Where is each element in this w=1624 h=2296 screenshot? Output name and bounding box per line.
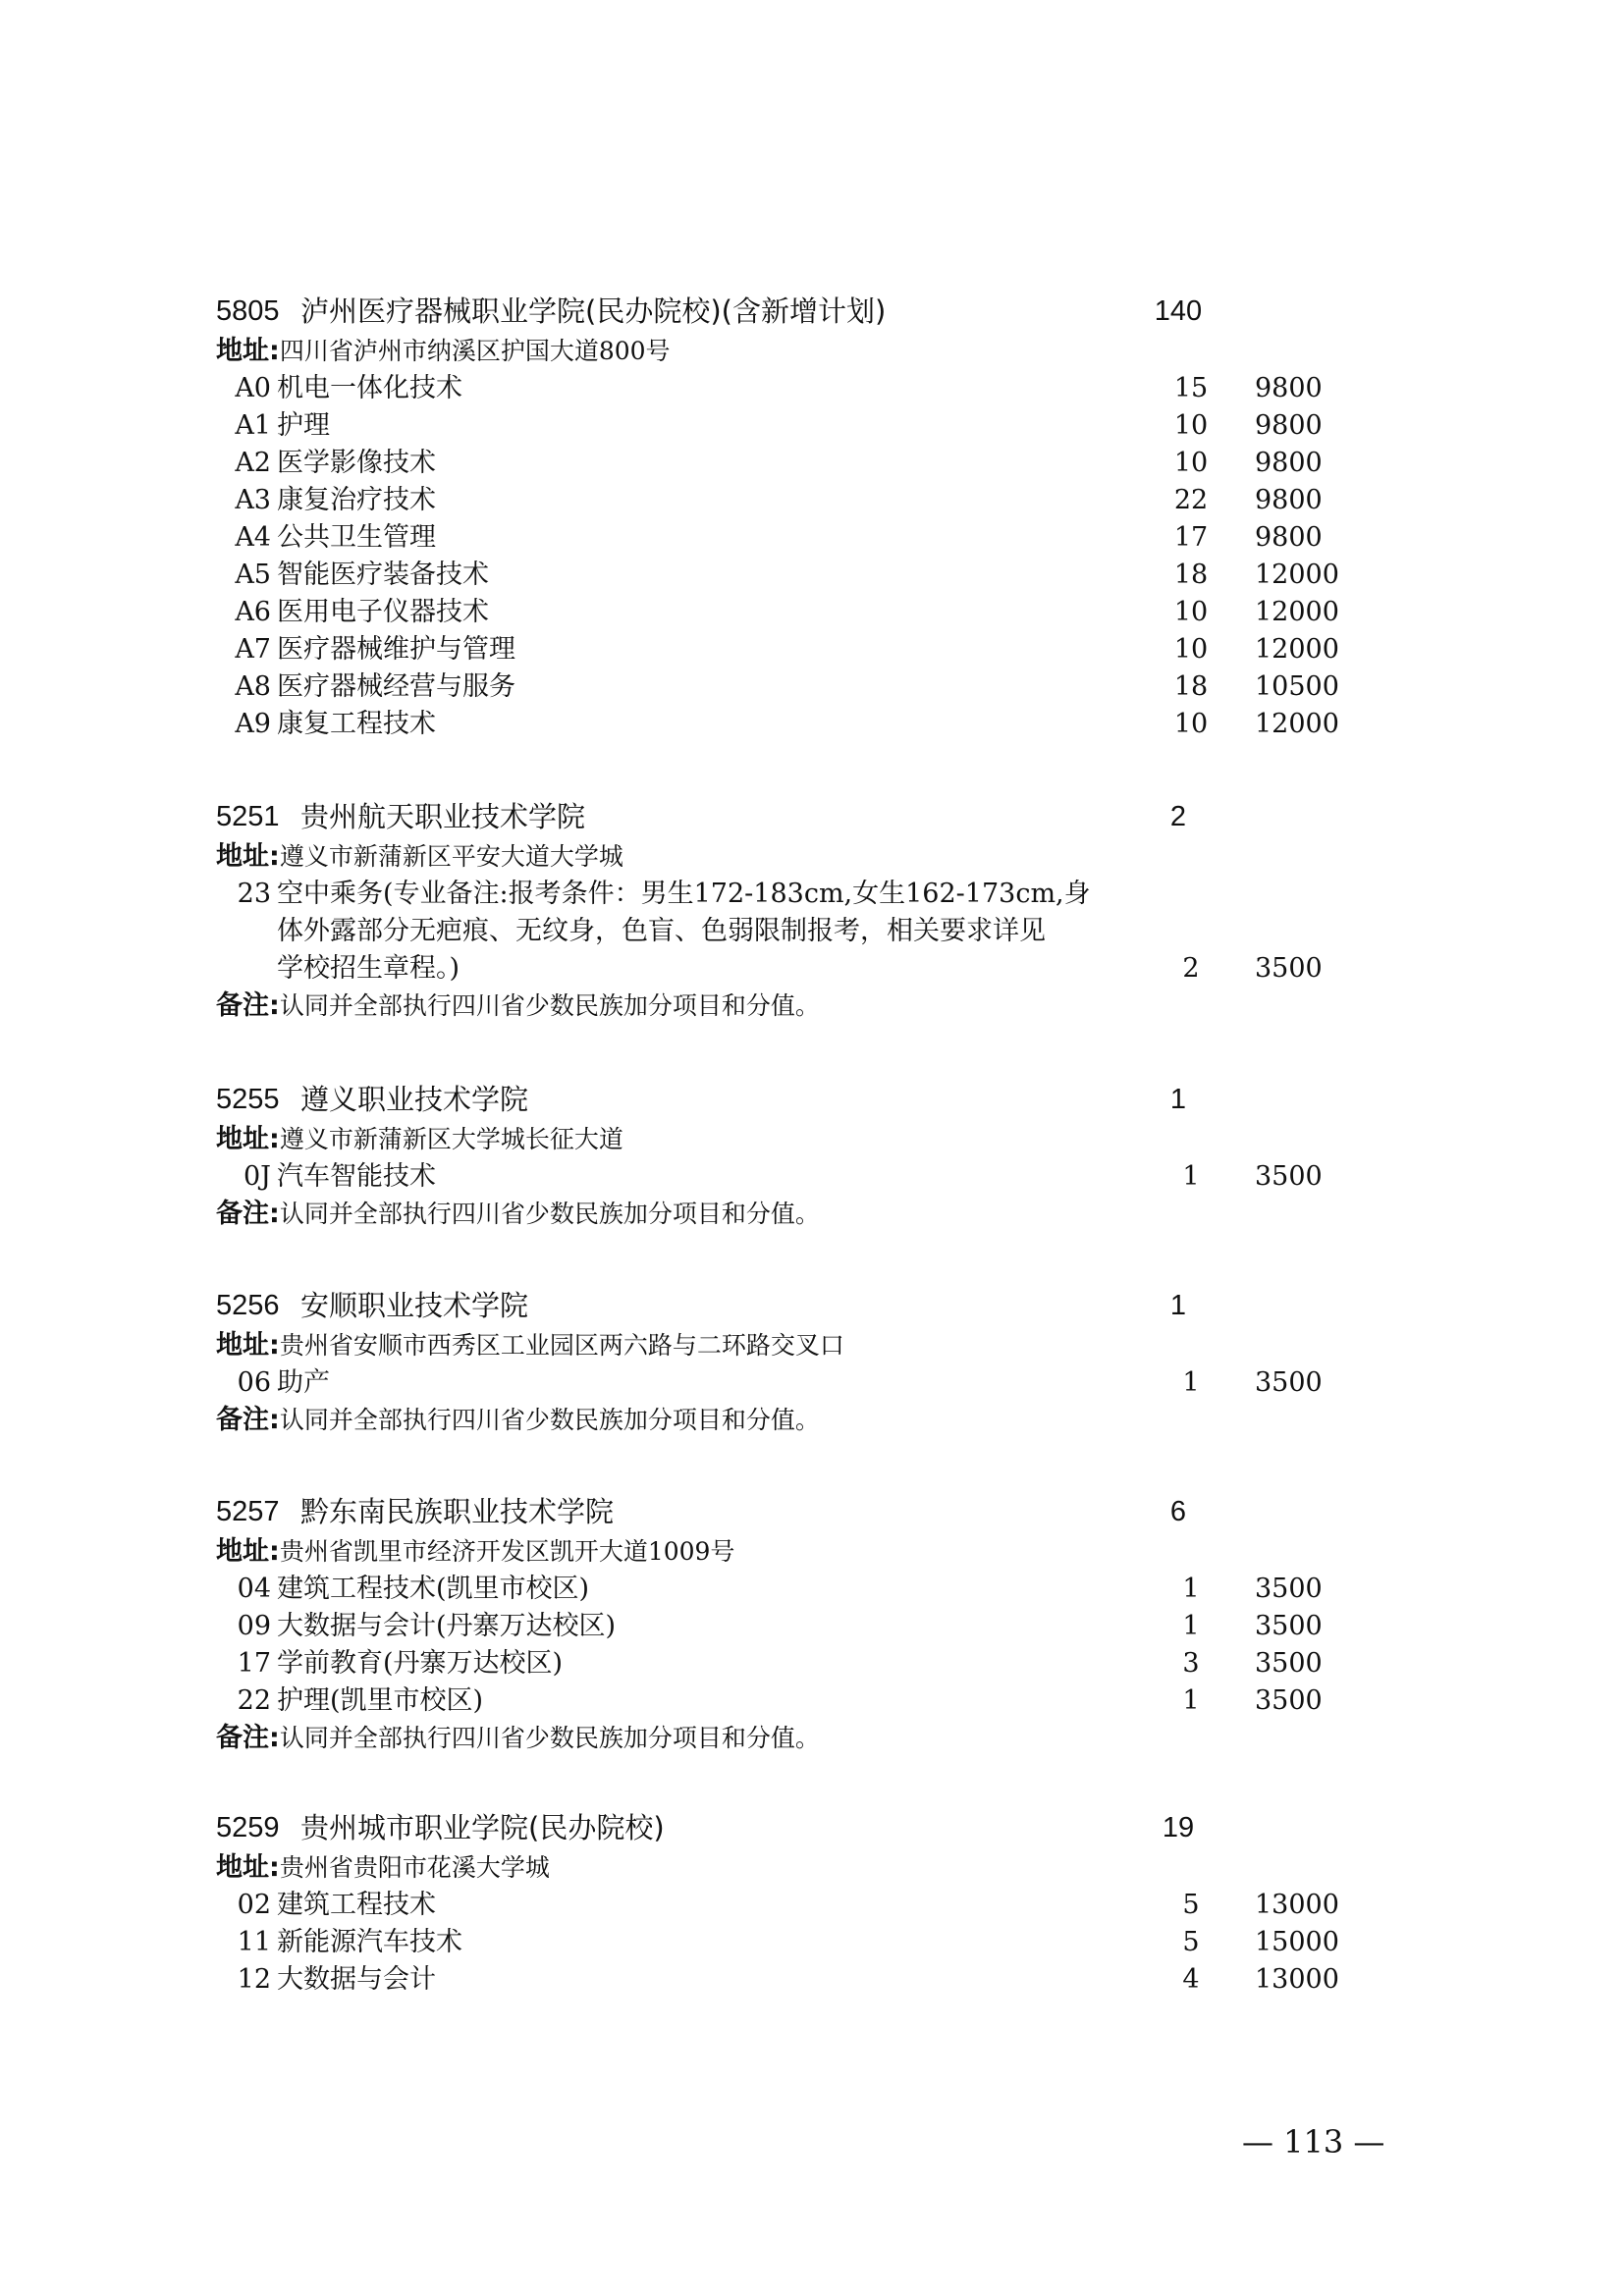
- school-block-5259: [216, 1806, 1355, 1999]
- major-fee: 3500: [1255, 1161, 1323, 1192]
- school-address: [216, 838, 1355, 876]
- major-fee: 3500: [1255, 1574, 1323, 1604]
- major-plan: 1: [1182, 1685, 1200, 1716]
- major-fee: 9800: [1255, 410, 1323, 441]
- major-row: [216, 706, 1355, 743]
- address-label: 地址:: [216, 1330, 280, 1361]
- page-number: — 113 —: [1242, 2123, 1385, 2161]
- address-text: 四川省泸州市纳溪区护国大道800号: [279, 337, 671, 365]
- major-code: A1: [235, 410, 271, 441]
- note-text: 认同并全部执行四川省少数民族加分项目和分值。: [279, 1200, 820, 1228]
- note-text: 认同并全部执行四川省少数民族加分项目和分值。: [279, 1406, 820, 1434]
- major-code: A9: [235, 709, 271, 739]
- address-text: 贵州省安顺市西秀区工业园区两六路与二环路交叉口: [279, 1331, 844, 1360]
- major-fee: 3500: [1255, 1648, 1323, 1679]
- address-label: 地址:: [216, 1124, 280, 1154]
- note-label: 备注:: [216, 1405, 280, 1435]
- address-label: 地址:: [216, 336, 280, 366]
- school-name: 黔东南民族职业技术学院: [300, 1495, 615, 1528]
- major-fee: 9800: [1255, 485, 1323, 515]
- school-name: 贵州航天职业技术学院: [300, 800, 586, 833]
- major-row: [216, 876, 1355, 988]
- major-name-line: 学校招生章程。): [277, 953, 460, 984]
- school-note: [216, 1720, 1355, 1757]
- note-label: 备注:: [216, 990, 280, 1021]
- school-total-plan: 140: [1154, 295, 1203, 327]
- major-name: 机电一体化技术: [277, 373, 462, 403]
- major-code: A3: [235, 485, 271, 515]
- school-name: 安顺职业技术学院: [300, 1289, 529, 1322]
- school-address: [216, 1533, 1355, 1571]
- major-row: [216, 445, 1355, 482]
- major-plan: 1: [1182, 1161, 1200, 1192]
- major-row: [216, 519, 1355, 557]
- major-fee: 9800: [1255, 373, 1323, 403]
- major-fee: 3500: [1255, 953, 1323, 984]
- major-plan: 10: [1173, 597, 1209, 627]
- school-total-plan: 1: [1169, 1290, 1187, 1321]
- major-row: [216, 370, 1355, 407]
- school-block-5255: [216, 1078, 1355, 1233]
- school-address: [216, 1849, 1355, 1887]
- major-name: 智能医疗装备技术: [277, 560, 489, 590]
- major-code: 22: [237, 1685, 271, 1716]
- major-row: [216, 1571, 1355, 1608]
- address-text: 遵义市新蒲新区大学城长征大道: [279, 1125, 623, 1153]
- note-label: 备注:: [216, 1199, 280, 1229]
- major-row: [216, 1645, 1355, 1682]
- major-code: 0J: [243, 1161, 271, 1192]
- major-name: 康复治疗技术: [277, 485, 436, 515]
- major-code: 23: [237, 879, 271, 909]
- note-text: 认同并全部执行四川省少数民族加分项目和分值。: [279, 1724, 820, 1752]
- major-code: A4: [235, 522, 271, 553]
- school-address: [216, 1121, 1355, 1158]
- major-name-line: 空中乘务(专业备注:报考条件：男生172-183cm,女生162-173cm,身: [277, 879, 1091, 909]
- school-code: 5255: [216, 1084, 280, 1115]
- school-code: 5256: [216, 1290, 280, 1321]
- major-name: [277, 876, 1141, 988]
- school-header: [216, 1078, 1355, 1121]
- school-name: 贵州城市职业学院(民办院校): [300, 1811, 665, 1844]
- major-fee: 9800: [1255, 522, 1323, 553]
- major-code: 02: [237, 1890, 271, 1920]
- school-code: 5251: [216, 801, 280, 832]
- major-name: 康复工程技术: [277, 709, 436, 739]
- major-name: 助产: [277, 1367, 330, 1398]
- school-code: 5257: [216, 1496, 280, 1527]
- major-row: [216, 1961, 1355, 1999]
- school-block-5257: [216, 1490, 1355, 1757]
- major-fee: 12000: [1255, 560, 1339, 590]
- major-row: [216, 1887, 1355, 1924]
- school-header: [216, 1490, 1355, 1533]
- major-plan: 10: [1173, 448, 1209, 478]
- major-name: 护理(凯里市校区): [277, 1685, 484, 1716]
- school-address: [216, 333, 1355, 370]
- major-name: 汽车智能技术: [277, 1161, 436, 1192]
- school-note: [216, 1402, 1355, 1439]
- address-text: 遵义市新蒲新区平安大道大学城: [279, 842, 623, 871]
- school-name: 泸州医疗器械职业学院(民办院校)(含新增计划): [300, 294, 887, 328]
- major-fee: 10500: [1255, 671, 1339, 702]
- major-name: 新能源汽车技术: [277, 1927, 462, 1957]
- major-fee: 13000: [1255, 1964, 1339, 1995]
- major-code: A0: [235, 373, 271, 403]
- major-row: [216, 1364, 1355, 1402]
- school-address: [216, 1327, 1355, 1364]
- major-fee: 15000: [1255, 1927, 1339, 1957]
- major-code: 06: [237, 1367, 271, 1398]
- school-total-plan: 2: [1169, 801, 1187, 832]
- major-plan: 1: [1182, 1367, 1200, 1398]
- major-plan: 1: [1182, 1574, 1200, 1604]
- major-plan: 5: [1182, 1927, 1200, 1957]
- major-code: A5: [235, 560, 271, 590]
- major-plan: 10: [1173, 709, 1209, 739]
- major-name-line: 体外露部分无疤痕、无纹身，色盲、色弱限制报考，相关要求详见: [277, 916, 1046, 946]
- major-name: 建筑工程技术: [277, 1890, 436, 1920]
- major-name: 医学影像技术: [277, 448, 436, 478]
- major-fee: 12000: [1255, 709, 1339, 739]
- school-total-plan: 6: [1169, 1496, 1187, 1527]
- major-name: 学前教育(丹寨万达校区): [277, 1648, 564, 1679]
- major-code: A8: [235, 671, 271, 702]
- major-plan: 1: [1182, 1611, 1200, 1641]
- major-row: [216, 1924, 1355, 1961]
- major-row: [216, 668, 1355, 706]
- major-row: [216, 1158, 1355, 1196]
- school-header: [216, 795, 1355, 838]
- major-row: [216, 1682, 1355, 1720]
- school-total-plan: 19: [1162, 1812, 1195, 1843]
- school-header: [216, 290, 1355, 333]
- school-code: 5259: [216, 1812, 280, 1843]
- major-plan: 5: [1182, 1890, 1200, 1920]
- major-code: A7: [235, 634, 271, 665]
- school-note: [216, 988, 1355, 1025]
- school-header: [216, 1806, 1355, 1849]
- major-plan: 22: [1173, 485, 1209, 515]
- school-code: 5805: [216, 295, 280, 327]
- school-header: [216, 1284, 1355, 1327]
- major-code: 11: [237, 1927, 271, 1957]
- major-plan: 18: [1173, 560, 1209, 590]
- major-code: A6: [235, 597, 271, 627]
- school-block-5251: [216, 795, 1355, 1025]
- major-name: 大数据与会计(丹寨万达校区): [277, 1611, 617, 1641]
- school-block-5256: [216, 1284, 1355, 1439]
- address-label: 地址:: [216, 1852, 280, 1883]
- major-name: 医用电子仪器技术: [277, 597, 489, 627]
- address-label: 地址:: [216, 841, 280, 872]
- major-code: 09: [237, 1611, 271, 1641]
- major-plan: 3: [1182, 1648, 1200, 1679]
- major-plan: 10: [1173, 634, 1209, 665]
- major-fee: 13000: [1255, 1890, 1339, 1920]
- major-fee: 3500: [1255, 1685, 1323, 1716]
- major-name: 护理: [277, 410, 330, 441]
- major-plan: 18: [1173, 671, 1209, 702]
- major-plan: 4: [1182, 1964, 1200, 1995]
- major-row: [216, 631, 1355, 668]
- major-plan: 17: [1173, 522, 1209, 553]
- school-name: 遵义职业技术学院: [300, 1083, 529, 1116]
- major-row: [216, 557, 1355, 594]
- major-plan: 15: [1173, 373, 1209, 403]
- major-name: 建筑工程技术(凯里市校区): [277, 1574, 590, 1604]
- address-text: 贵州省凯里市经济开发区凯开大道1009号: [279, 1537, 735, 1566]
- school-total-plan: 1: [1169, 1084, 1187, 1115]
- major-fee: 12000: [1255, 597, 1339, 627]
- major-fee: 3500: [1255, 1367, 1323, 1398]
- note-label: 备注:: [216, 1723, 280, 1753]
- major-row: [216, 1608, 1355, 1645]
- major-code: 12: [237, 1964, 271, 1995]
- major-plan: 10: [1173, 410, 1209, 441]
- address-text: 贵州省贵阳市花溪大学城: [279, 1853, 550, 1882]
- major-fee: 12000: [1255, 634, 1339, 665]
- major-row: [216, 482, 1355, 519]
- major-name: 医疗器械经营与服务: [277, 671, 515, 702]
- major-row: [216, 407, 1355, 445]
- major-plan: 2: [1182, 953, 1200, 984]
- major-fee: 3500: [1255, 1611, 1323, 1641]
- major-name: 公共卫生管理: [277, 522, 436, 553]
- major-code: 17: [237, 1648, 271, 1679]
- major-code: 04: [237, 1574, 271, 1604]
- school-block-5805: [216, 290, 1355, 743]
- major-row: [216, 594, 1355, 631]
- note-text: 认同并全部执行四川省少数民族加分项目和分值。: [279, 991, 820, 1020]
- major-code: A2: [235, 448, 271, 478]
- major-fee: 9800: [1255, 448, 1323, 478]
- major-name: 医疗器械维护与管理: [277, 634, 515, 665]
- address-label: 地址:: [216, 1536, 280, 1567]
- school-note: [216, 1196, 1355, 1233]
- major-name: 大数据与会计: [277, 1964, 436, 1995]
